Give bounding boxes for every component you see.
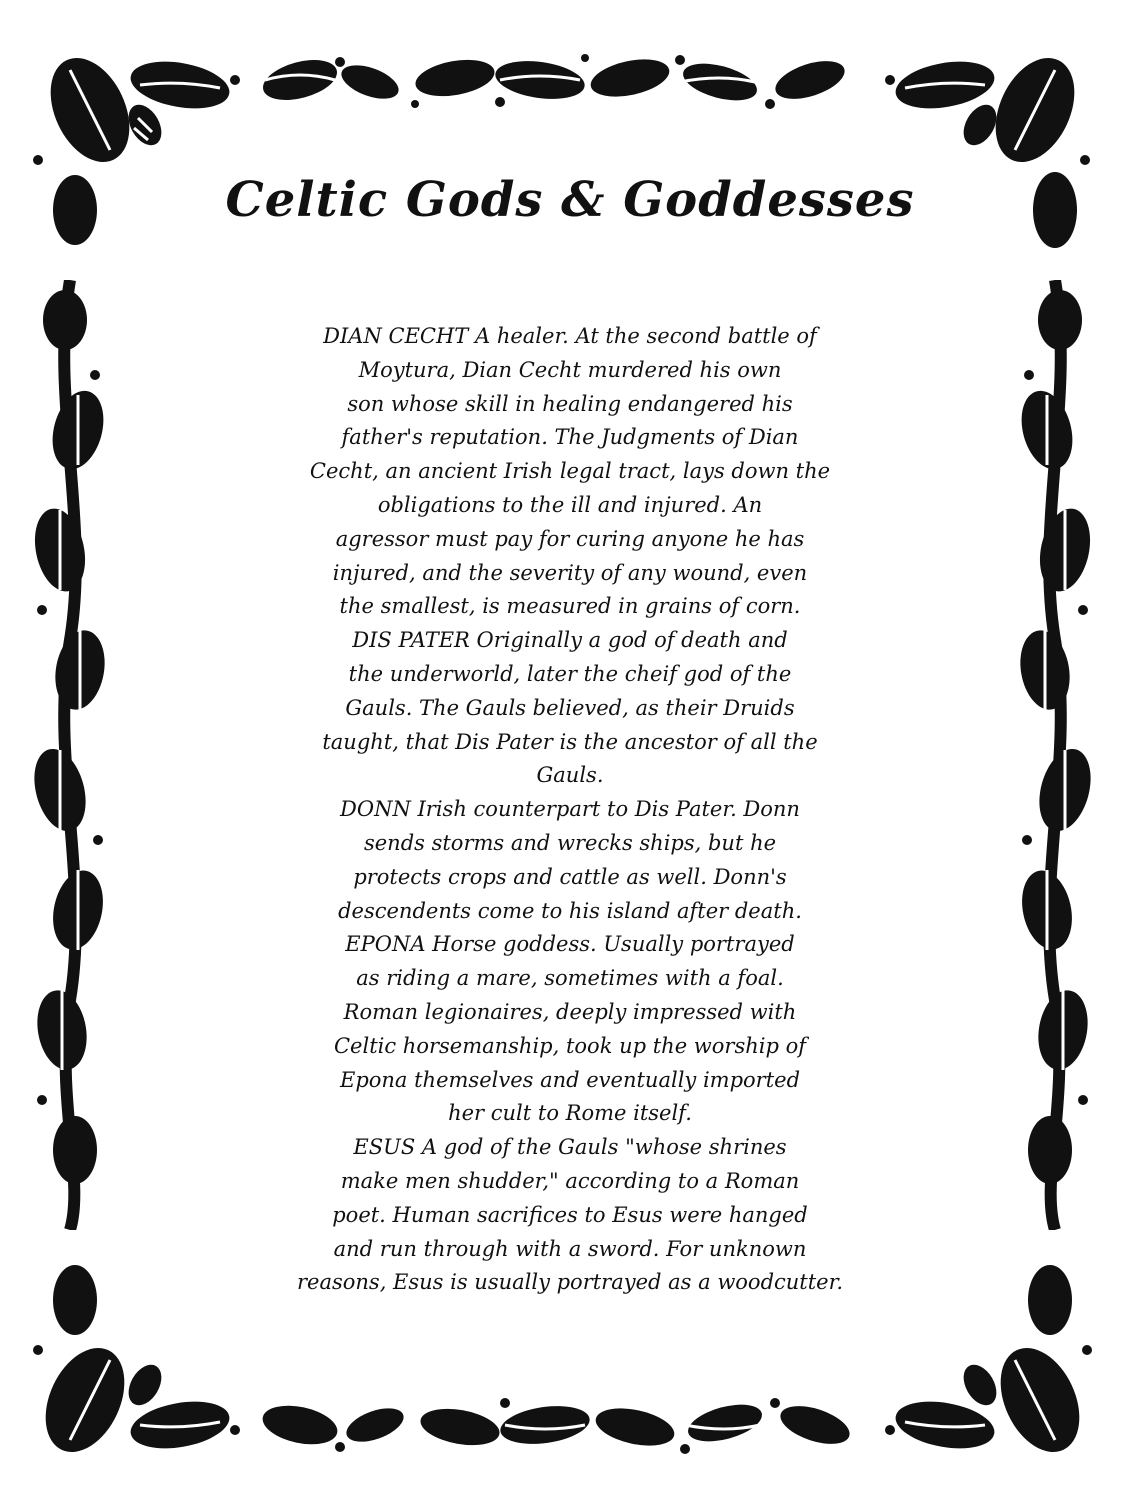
text-line: and run through with a sword. For unknown: [333, 1236, 807, 1261]
text-line: obligations to the ill and injured. An: [377, 492, 763, 517]
page-title: Celtic Gods & Goddesses: [225, 172, 915, 228]
text-line: DIS PATER Originally a god of death and: [352, 628, 788, 653]
text-line: descendents come to his island after death.: [338, 898, 802, 923]
border-left: [30, 280, 110, 1230]
text-line: ESUS A god of the Gauls "whose shrines: [353, 1135, 787, 1160]
text-line: injured, and the severity of any wound, even: [332, 560, 808, 585]
text-line: EPONA Horse goddess. Usually portrayed: [345, 932, 795, 957]
text-line: agressor must pay for curing anyone he has: [335, 526, 805, 551]
text-line: sends storms and wrecks ships, but he: [363, 830, 777, 855]
text-line: Gauls. The Gauls believed, as their Druids: [345, 695, 795, 720]
text-line: the underworld, later the cheif god of the: [348, 661, 792, 686]
text-line: poet. Human sacrifices to Esus were hanged: [332, 1202, 808, 1227]
vine-icon: [1015, 280, 1095, 1230]
text-line: Cecht, an ancient Irish legal tract, lays down the: [309, 459, 831, 484]
text-line: protects crops and cattle as well. Donn's: [353, 864, 787, 889]
text-line: Gauls.: [536, 763, 604, 788]
text-line: Roman legionaires, deeply impressed with: [343, 999, 797, 1024]
body-text: [200, 320, 940, 1300]
text-line: Epona themselves and eventually imported: [339, 1067, 801, 1092]
vine-icon: [30, 280, 110, 1230]
text-line: reasons, Esus is usually portrayed as a woodcutter.: [296, 1270, 844, 1295]
text-line: son whose skill in healing endangered his: [347, 391, 793, 416]
text-line: make men shudder," according to a Roman: [340, 1168, 800, 1193]
text-line: the smallest, is measured in grains of corn.: [339, 594, 801, 619]
text-line: her cult to Rome itself.: [448, 1101, 692, 1126]
text-line: DIAN CECHT A healer. At the second battle of: [323, 324, 817, 348]
text-line: Celtic horsemanship, took up the worship of: [333, 1033, 807, 1058]
text-line: father's reputation. The Judgments of Dian: [341, 425, 799, 450]
text-line: DONN Irish counterpart to Dis Pater. Donn: [340, 797, 800, 822]
text-line: taught, that Dis Pater is the ancestor of all the: [322, 729, 818, 754]
text-line: as riding a mare, sometimes with a foal.: [356, 966, 784, 991]
border-right: [1015, 280, 1095, 1230]
text-line: Moytura, Dian Cecht murdered his own: [358, 357, 782, 382]
